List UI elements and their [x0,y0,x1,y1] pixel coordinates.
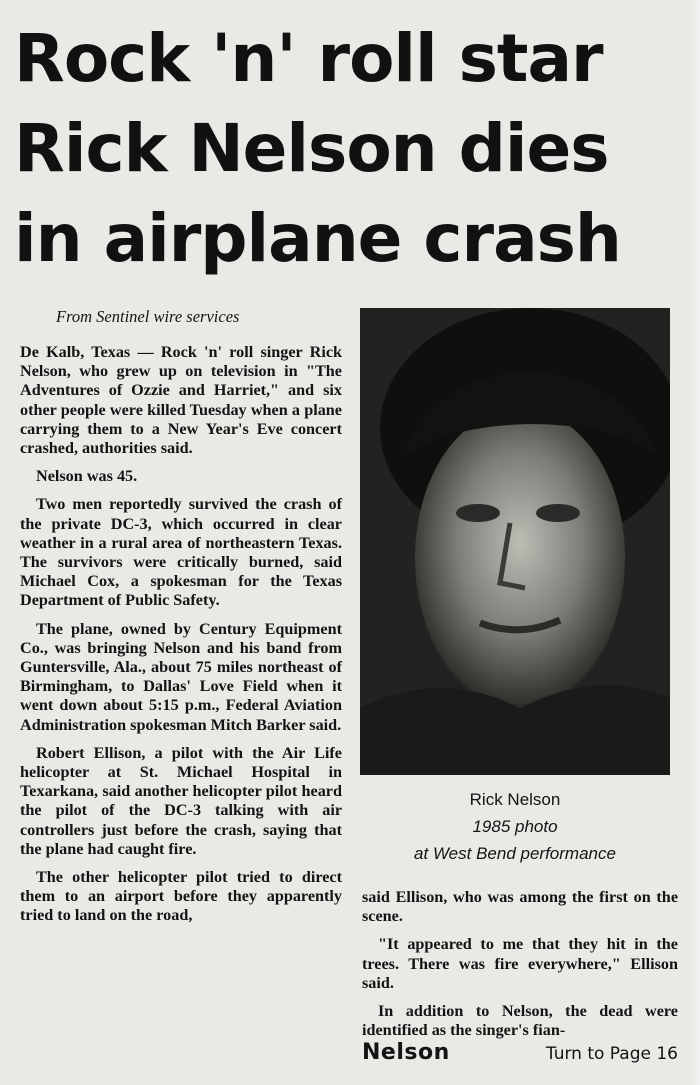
byline: From Sentinel wire services [56,307,240,326]
article-paragraph-9: In addition to Nelson, the dead were identified as the singer's fian- [362,1002,678,1040]
caption-name: Rick Nelson [469,790,561,809]
article-column-right [362,888,678,1049]
article-paragraph-6: The other helicopter pilot tried to direct them to an airport before they apparently tried to land on the road, [20,868,342,925]
photo-portrait-illustration [360,308,670,775]
article-paragraph-8: "It appeared to me that they hit in the trees. There was fire everywhere," Ellison said. [362,935,678,992]
paragraph-1-text: Rock 'n' roll singer Rick Nelson, who grew up on television in "The Adventures of Ozzie and Harriet," and six other people were killed Tuesday when a plane carrying them to a New Year's Eve concert crashed, authorities said. [20,343,343,458]
page-edge [690,0,700,1085]
photo-rick-nelson [360,308,670,775]
article-paragraph-2: Nelson was 45. [36,467,138,486]
article-paragraph-3: Two men reportedly survived the crash of the private DC-3, which occurred in clear weather in a rural area of northeastern Texas. The survivors were critically burned, said Michael Cox, a spokesman for the Texas Department of Public Safety. [20,495,342,610]
article-paragraph-5: Robert Ellison, a pilot with the Air Life helicopter at St. Michael Hospital in Texarkana, said another helicopter pilot heard the pilot of the DC-3 talking with air controllers just before the crash, saying that the plane had caught fire. [20,743,342,858]
jump-keyword: Nelson [362,1040,450,1065]
jump-turn-page: Turn to Page 16 [545,1044,678,1064]
caption-event: at West Bend performance [414,844,616,863]
headline [14,14,694,284]
photo-caption [360,786,670,867]
article-paragraph-1 [20,343,342,458]
caption-year: 1985 photo [472,817,558,836]
headline-line-1: Rock 'n' roll star [14,20,603,97]
dateline: De Kalb, Texas — [20,343,154,361]
article-paragraph-7: said Ellison, who was among the first on the scene. [362,888,678,926]
headline-line-2: Rick Nelson dies [14,110,609,187]
headline-line-3: in airplane crash [14,200,621,277]
article-column-left [20,343,342,935]
article-paragraph-4: The plane, owned by Century Equipment Co., was bringing Nelson and his band from Guntersville, Ala., about 75 miles northeast of Birmingham, to Dallas' Love Field when it went down about 5:15 p.m., Federal Aviation Administration spokesman Mitch Barker said. [20,619,342,734]
jump-line [362,1040,678,1070]
